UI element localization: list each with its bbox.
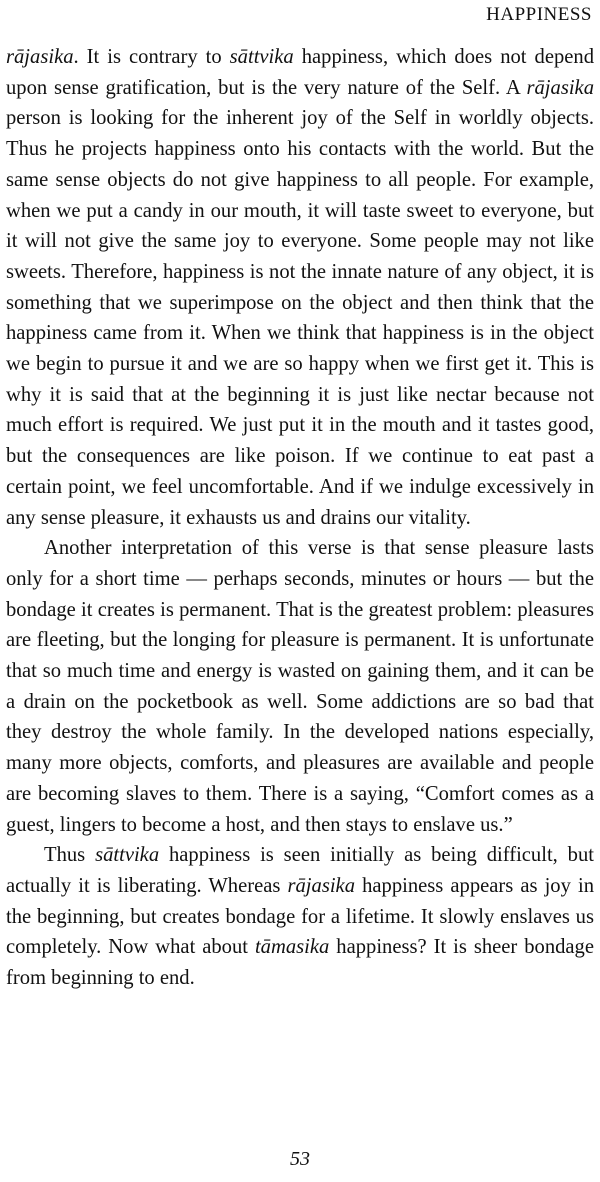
- text-segment: tāmasika: [254, 936, 330, 959]
- page-number: 53: [290, 1148, 310, 1170]
- text-segment: person is looking for the inherent joy of the Self in worldly objects. Thus he projects happiness onto his contacts with the world. But the same sense objects do not give happiness to all people. For example, when we put a candy in our mouth, it will taste sweet to everyone, but it will not give the same joy to everyone. Some people may not like sweets. Therefore, happiness is not the innate nature of any object, it is something that we superimpose on the object and then think that the happiness came from it. When we think that happiness is in the object we begin to pursue it and we are so happy when we first get it. This is why it is said that at the beginning it is just like nectar because not much effort is required. We just put it in the mouth and it tastes good, but the consequences are like poison. If we continue to eat past a certain point, we feel uncomfortable. And if we indulge excessively in any sense pleasure, it exhausts us and drains our vitality.: [6, 107, 594, 529]
- paragraph-2: [6, 533, 594, 840]
- text-segment: rājasika: [287, 874, 355, 897]
- text-segment: Thus: [44, 844, 96, 867]
- running-head: HAPPINESS: [486, 4, 592, 25]
- text-segment: rājasika: [6, 46, 74, 68]
- text-segment: sāttvika: [95, 844, 160, 867]
- text-segment: sāttvika: [229, 46, 294, 68]
- body-text: [6, 42, 594, 994]
- text-segment: Another interpretation of this verse is that sense pleasure lasts only for a short time — perhaps seconds, minutes or hours — but the bondage it creates is permanent. That is the greatest problem: pleasures are fleeting, but the longing for pleasure is permanent. It is unfortunate that so much time and energy is wasted on gaining them, and it can be a drain on the pocketbook as well. Some addictions are so bad that they destroy the whole family. In the developed nations especially, many more objects, comforts, and pleasures are available and people are becoming slaves to them. There is a saying, “Comfort comes as a guest, lingers to become a host, and then stays to enslave us.”: [6, 537, 594, 836]
- text-segment: happiness, which does not depend upon sense gratification, but is the very nature of the Self. A: [6, 46, 594, 99]
- text-segment: rājasika: [526, 76, 594, 99]
- text-segment: happiness appears as joy in the beginning, but creates bondage for a lifetime. It slowly enslaves us completely. Now what about: [6, 874, 594, 959]
- text-segment: happiness is seen initially as being difficult, but actually it is liberating. Whereas: [6, 844, 594, 897]
- text-segment: happiness? It is sheer bondage from beginning to end.: [6, 936, 594, 990]
- text-segment: . It is contrary to: [73, 46, 230, 68]
- paragraph-3: [6, 840, 594, 994]
- paragraph-1: [6, 42, 594, 533]
